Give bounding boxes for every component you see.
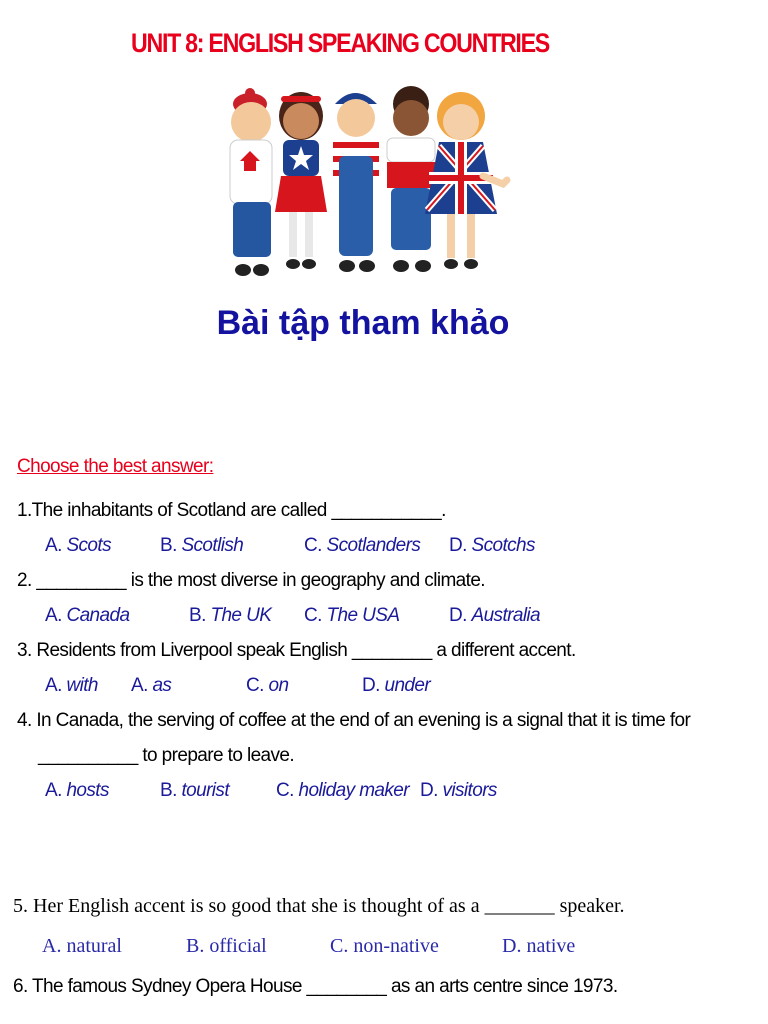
child-usa bbox=[333, 93, 379, 272]
q1-option-c[interactable]: C. Scotlanders bbox=[304, 535, 421, 556]
q1-option-d[interactable]: D. Scotchs bbox=[449, 535, 535, 556]
question-6: 6. The famous Sydney Opera House ________ as an arts centre since 1973. bbox=[13, 976, 618, 997]
q4-option-b[interactable]: B. tourist bbox=[160, 780, 229, 801]
question-3: 3. Residents from Liverpool speak English ________ a different accent. bbox=[17, 640, 576, 661]
q5-option-c[interactable]: C. non-native bbox=[330, 935, 439, 957]
question-1: 1.The inhabitants of Scotland are called ___________. bbox=[17, 500, 446, 521]
q5-option-d[interactable]: D. native bbox=[502, 935, 576, 957]
question-4-continued: __________ to prepare to leave. bbox=[38, 745, 295, 766]
q2-option-a[interactable]: A. Canada bbox=[45, 605, 130, 626]
q4-option-a[interactable]: A. hosts bbox=[45, 780, 109, 801]
q2-option-d[interactable]: D. Australia bbox=[449, 605, 541, 626]
q5-option-b[interactable]: B. official bbox=[186, 935, 267, 957]
section-subtitle: Bài tập tham khảo bbox=[216, 304, 510, 342]
q2-option-b[interactable]: B. The UK bbox=[189, 605, 272, 626]
child-canada bbox=[230, 88, 272, 276]
q3-option-d[interactable]: D. under bbox=[362, 675, 431, 696]
child-white-red bbox=[387, 86, 435, 272]
q3-option-b[interactable]: A. as bbox=[131, 675, 172, 696]
q2-option-c[interactable]: C. The USA bbox=[304, 605, 400, 626]
question-5: 5. Her English accent is so good that she is thought of as a _______ speaker. bbox=[13, 895, 625, 917]
q1-option-a[interactable]: A. Scots bbox=[45, 535, 111, 556]
question-2: 2. _________ is the most diverse in geography and climate. bbox=[17, 570, 485, 591]
instruction-label: Choose the best answer: bbox=[17, 456, 214, 477]
question-4: 4. In Canada, the serving of coffee at the end of an evening is a signal that it is time for bbox=[17, 710, 691, 731]
q3-option-c[interactable]: C. on bbox=[246, 675, 289, 696]
children-flags-illustration bbox=[215, 76, 515, 286]
q1-option-b[interactable]: B. Scotlish bbox=[160, 535, 244, 556]
child-star-flag bbox=[275, 92, 327, 269]
page-title: UNIT 8: ENGLISH SPEAKING COUNTRIES bbox=[130, 28, 549, 58]
q4-option-c[interactable]: C. holiday maker bbox=[276, 780, 409, 801]
child-uk bbox=[425, 92, 507, 269]
q5-option-a[interactable]: A. natural bbox=[42, 935, 122, 957]
q3-option-a[interactable]: A. with bbox=[45, 675, 98, 696]
q4-option-d[interactable]: D. visitors bbox=[420, 780, 497, 801]
